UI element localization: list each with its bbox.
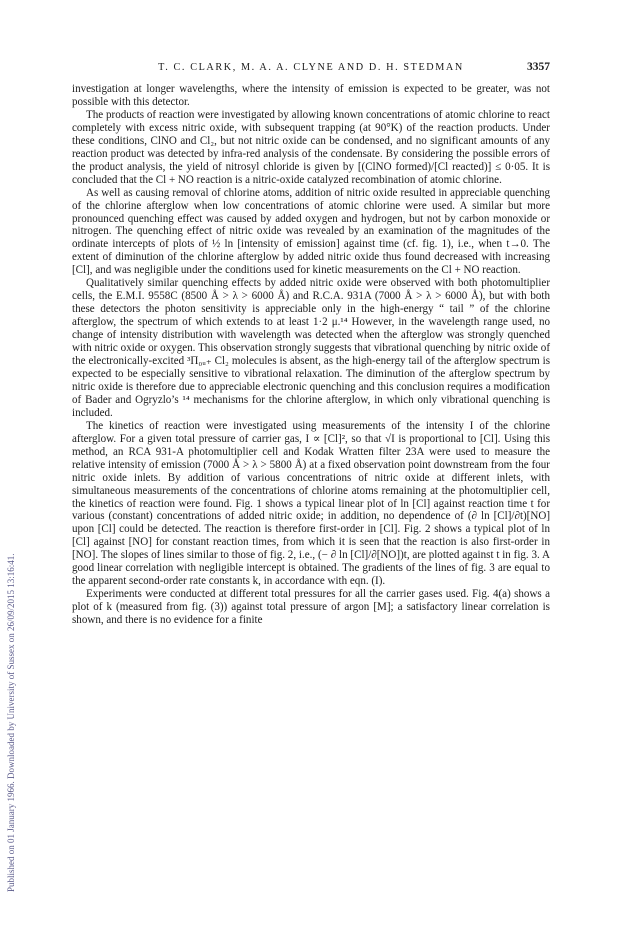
running-head-authors: T. C. CLARK, M. A. A. CLYNE AND D. H. STEDMAN	[158, 62, 464, 73]
paragraph-photomultiplier: Qualitatively similar quenching effects by added nitric oxide were observed with both photomultiplier cells, the E.M.I. 9558C (8500 Å > λ > 6000 Å) and R.C.A. 931A (7000 Å > λ > 6000 Å), but with both these detectors the photon sensitivity is appreciable only in the high-energy “ tail ” of the chlorine afterglow, the spectrum of which extends to at least 1·2 μ.¹⁴ However, in the wavelength range used, no change of intensity distribution with wavelength was detected when the afterglow was strongly quenched with nitric oxide or oxygen. This observation strongly suggests that vibrational quenching by nitric oxide of the electronically-excited ³Π₀ᵤ₊ Cl₂ molecules is absent, as the high-energy tail of the afterglow spectrum is expected to be especially sensitive to vibrational relaxation. The diminution of the afterglow spectrum by nitric oxide is therefore due to appreciable electronic quenching and this conclusion requires a modification of Bader and Ogryzlo’s ¹⁴ mechanisms for the chlorine afterglow, in which only vibrational quenching is included.	[72, 277, 550, 419]
download-watermark	[6, 192, 20, 892]
paragraph-reaction-products: The products of reaction were investigated by allowing known concentrations of atomic chlorine to react completely with excess nitric oxide, with subsequent trapping (at 90°K) of the reaction products. Under these conditions, ClNO and Cl₂, but not nitric oxide can be condensed, and no significant amounts of any reaction product was detected by infra-red analysis of the condensate. By considering the possible errors of the product analysis, the yield of nitrosyl chloride is given by [(ClNO formed)/[Cl reacted)] ≤ 0·05. It is concluded that the Cl + NO reaction is a nitric-oxide catalyzed recombination of atomic chlorine.	[72, 108, 550, 186]
download-watermark-text: Published on 01 January 1966. Downloaded by University of Sussex on 26/09/2015 13:16:41.	[6, 553, 16, 892]
paragraph-continuation: investigation at longer wavelengths, where the intensity of emission is expected to be greater, was not possible with this detector.	[72, 83, 550, 108]
paragraph-pressure-experiments: Experiments were conducted at different total pressures for all the carrier gases used. Fig. 4(a) shows a plot of k (measured from fig. (3)) against total pressure of argon [M]; a satisfactory linear correlation is shown, and there is no evidence for a finite	[72, 588, 550, 627]
running-header	[72, 62, 550, 78]
paragraph-quenching: As well as causing removal of chlorine atoms, addition of nitric oxide resulted in appreciable quenching of the chlorine afterglow when low concentrations of atomic chlorine were used. A similar but more pronounced quenching effect was caused by added oxygen and hydrogen, but not by carbon monoxide or nitrogen. The quenching effect of nitric oxide was revealed by an examination of the magnitudes of the ordinate intercepts of plots of ½ ln [intensity of emission] against time (cf. fig. 1), i.e., when t→0. The extent of diminution of the chlorine afterglow by added nitric oxide thus found decreased with increasing [Cl], and was negligible under the conditions used for kinetic measurements on the Cl + NO reaction.	[72, 186, 550, 277]
paragraph-kinetics: The kinetics of reaction were investigated using measurements of the intensity I of the chlorine afterglow. For a given total pressure of carrier gas, I ∝ [Cl]², so that √I is proportional to [Cl]. Using this method, an RCA 931-A photomultiplier cell and Kodak Wratten filter 23A were used to measure the relative intensity of emission (7000 Å > λ > 5800 Å) at a fixed observation point downstream from the four nitric oxide inlets. By addition of various concentrations of nitric oxide at different inlets, with simultaneous measurements of the concentrations of chlorine atoms remaining at the photomultiplier cell, the kinetics of reaction were found. Fig. 1 shows a typical linear plot of ln [Cl] against reaction time t for various (constant) concentrations of added nitric oxide; in addition, no dependence of (∂ ln [Cl]/∂t)[NO] upon [Cl] could be detected. The reaction is therefore first-order in [Cl]. Fig. 2 shows a typical plot of ln [Cl] against [NO] for constant reaction times, from which it is seen that the reaction is also first-order in [NO]. The slopes of lines similar to those of fig. 2, i.e., (− ∂ ln [Cl]/∂[NO])t, are plotted against t in fig. 3. A good linear correlation with negligible intercept is obtained. The gradients of the lines of fig. 3 are equal to the apparent second-order rate constants k, in accordance with eqn. (I).	[72, 419, 550, 588]
article-body	[72, 83, 550, 627]
page-number: 3357	[527, 61, 550, 73]
